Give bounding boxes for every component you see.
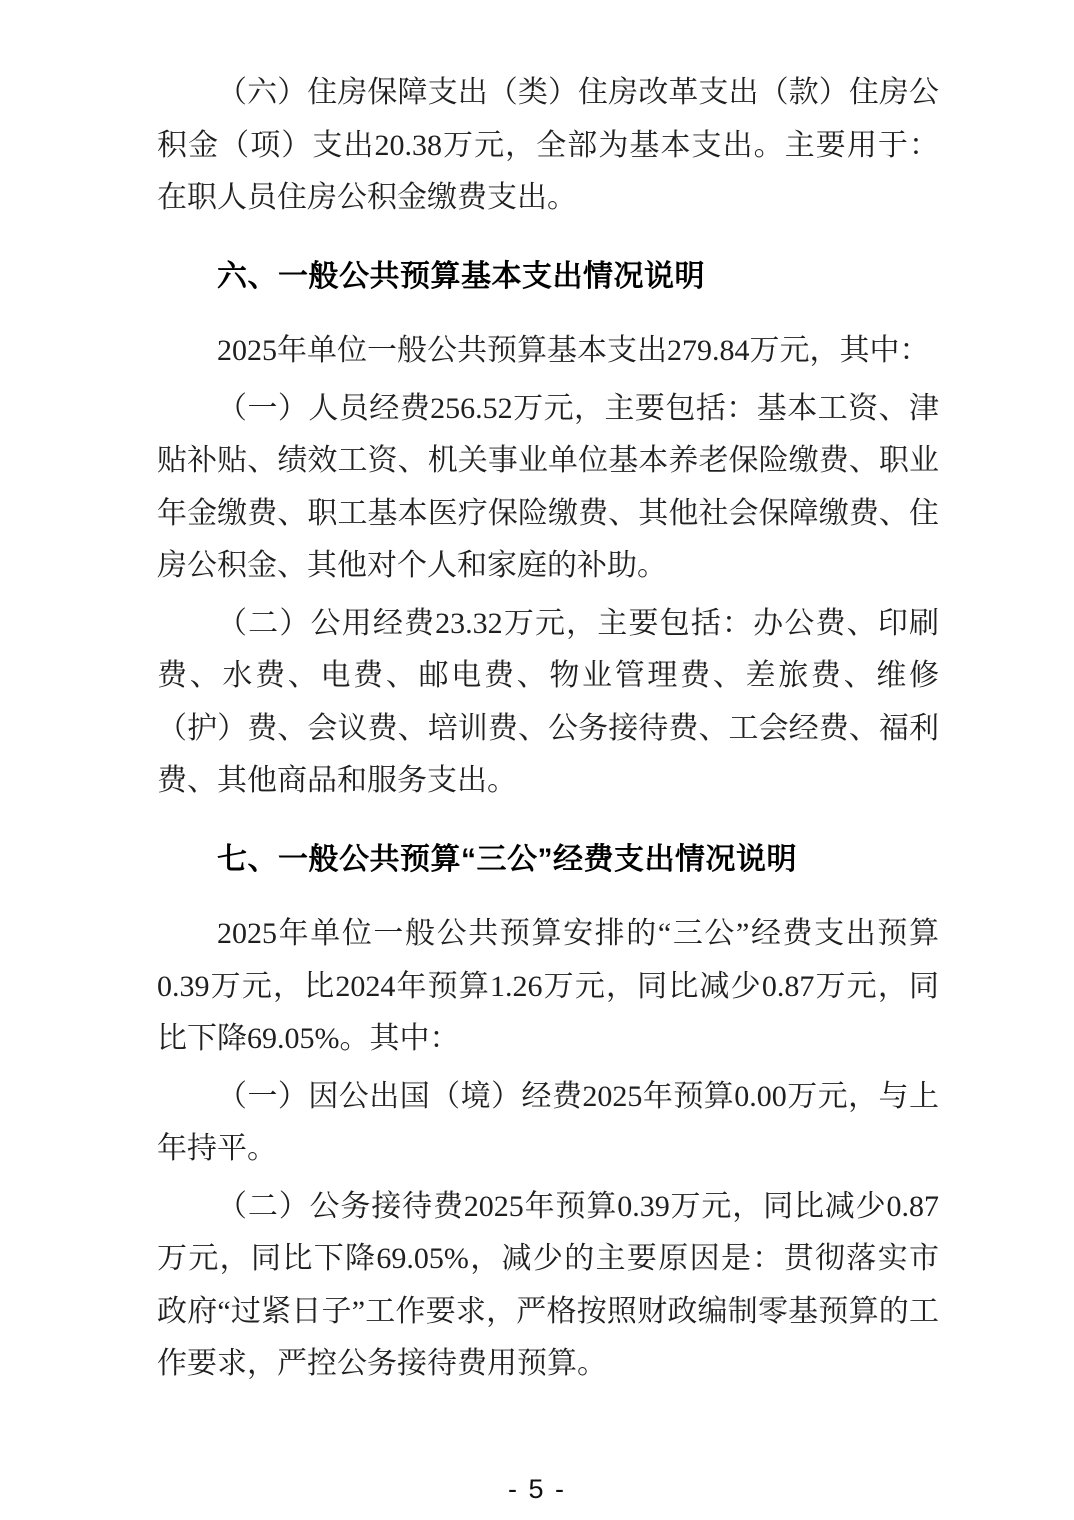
paragraph-personnel-funds: （一）人员经费256.52万元，主要包括：基本工资、津贴补贴、绩效工资、机关事业单位基本养老保险缴费、职业年金缴费、职工基本医疗保险缴费、其他社会保障缴费、住房公积金、其他对个人和家庭的补助。 [157,391,939,582]
paragraph-official-reception-funds: （二）公务接待费2025年预算0.39万元，同比减少0.87万元，同比下降69.05%，减少的主要原因是：贯彻落实市政府“过紧日子”工作要求，严格按照财政编制零基预算的工作要求，严控公务接待费用预算。 [157,1189,939,1380]
section-heading-three-public-expenses: 七、一般公共预算“三公”经费支出情况说明 [217,842,797,876]
page-number: - 5 - [507,1474,566,1504]
document-body [157,67,939,1396]
paragraph-housing-security-expenditure: （六）住房保障支出（类）住房改革支出（款）住房公积金（项）支出20.38万元，全部为基本支出。主要用于：在职人员住房公积金缴费支出。 [157,76,939,214]
paragraph-overseas-travel-funds: （一）因公出国（境）经费2025年预算0.00万元，与上年持平。 [157,1079,939,1165]
section-heading-basic-expenditure: 六、一般公共预算基本支出情况说明 [217,259,705,293]
paragraph-basic-expenditure-total: 2025年单位一般公共预算基本支出279.84万元，其中： [217,334,930,367]
paragraph-three-public-budget-total: 2025年单位一般公共预算安排的“三公”经费支出预算0.39万元，比2024年预算1.26万元，同比减少0.87万元，同比下降69.05%。其中： [157,917,939,1055]
paragraph-public-funds: （二）公用经费23.32万元，主要包括：办公费、印刷费、水费、电费、邮电费、物业管理费、差旅费、维修（护）费、会议费、培训费、公务接待费、工会经费、福利费、其他商品和服务支出。 [157,606,939,797]
